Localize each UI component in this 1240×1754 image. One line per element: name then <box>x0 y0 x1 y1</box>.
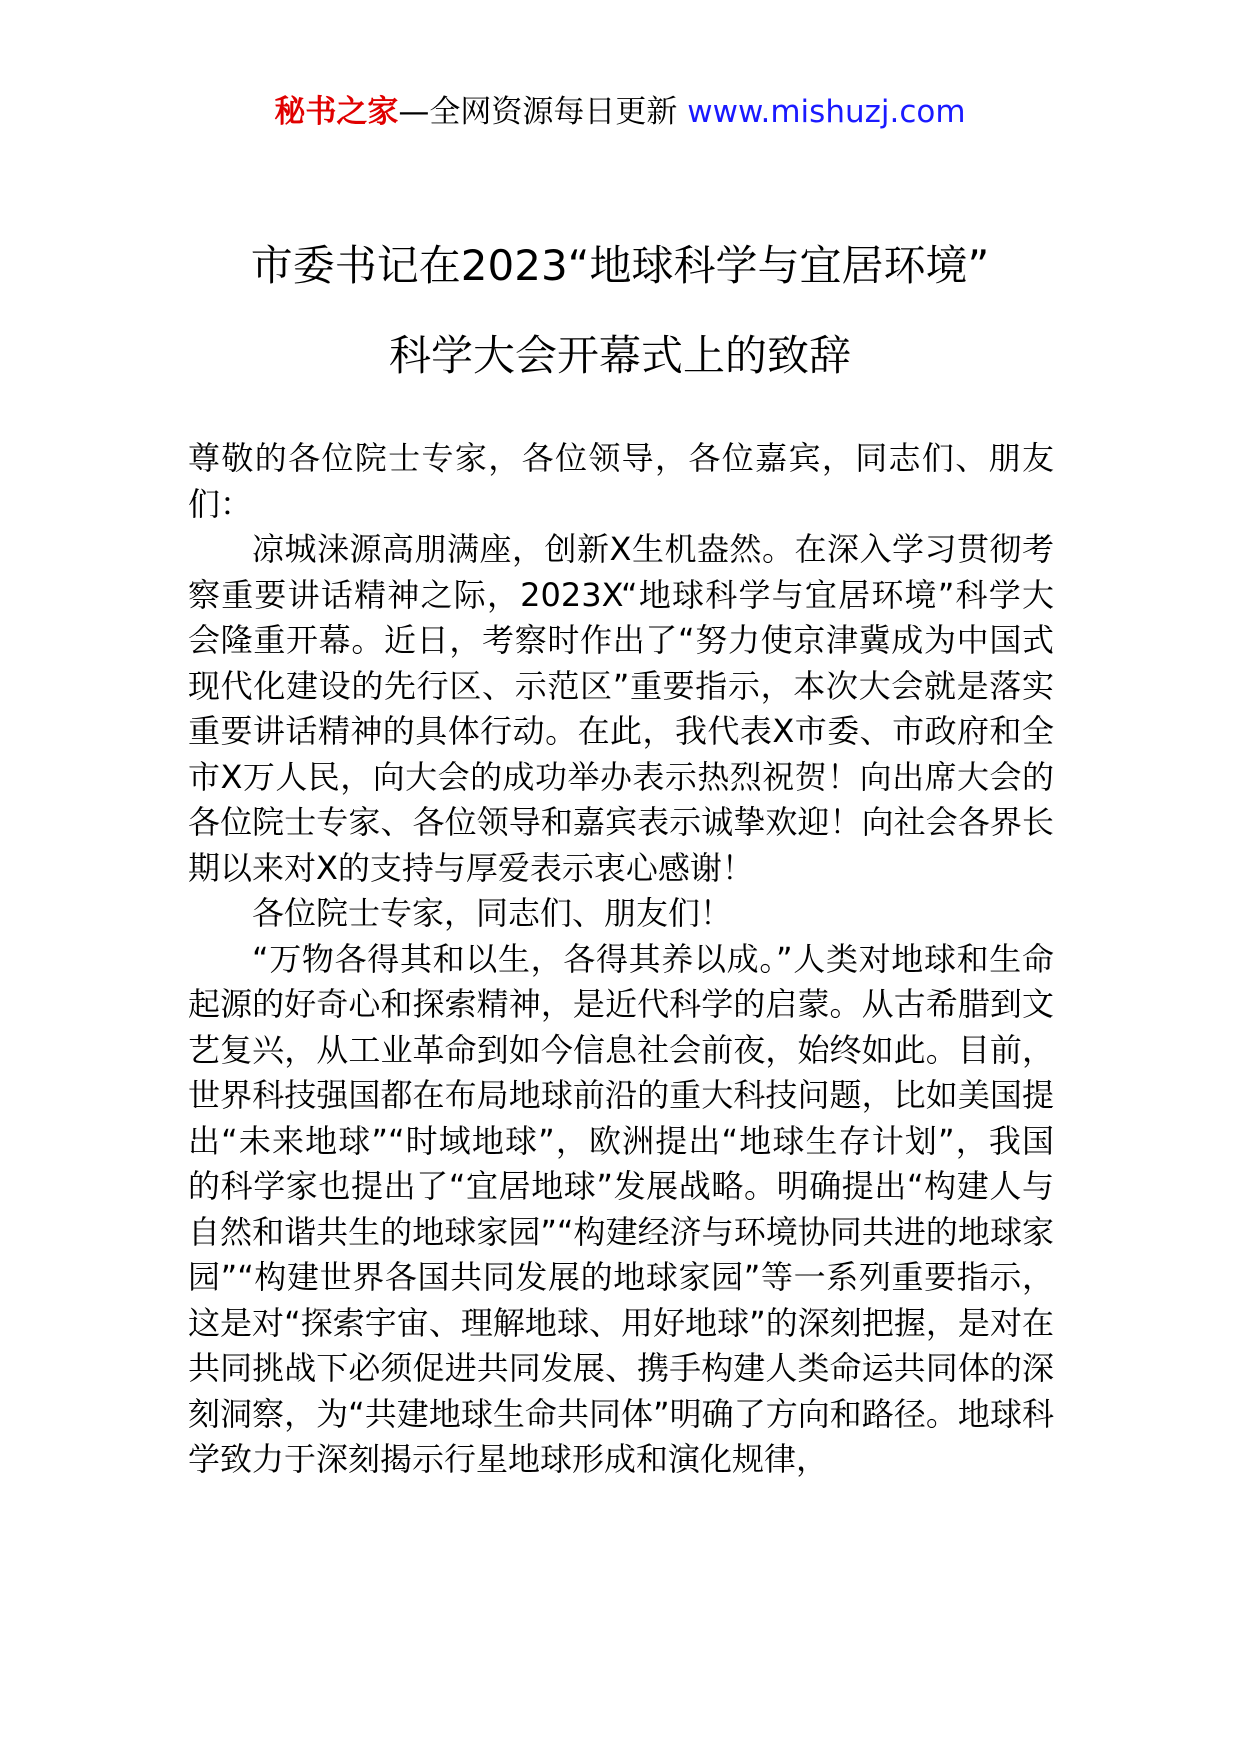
document-title-line-2: 科学大会开幕式上的致辞 <box>388 331 851 380</box>
site-url-link[interactable]: www.mishuzj.com <box>687 94 966 130</box>
salutation-paragraph: 尊敬的各位院士专家，各位领导，各位嘉宾，同志们、朋友们： <box>188 439 1054 523</box>
site-slogan: —全网资源每日更新 <box>398 94 678 130</box>
body-paragraph: 凉城涞源高朋满座，创新X生机盎然。在深入学习贯彻考察重要讲话精神之际，2023X“地球科学与宜居环境”科学大会隆重开幕。近日，考察时作出了“努力使京津冀成为中国式现代化建设的先行区、示范区”重要指示，本次大会就是落实重要讲话精神的具体行动。在此，我代表X市委、市政府和全市X万人民，向大会的成功举办表示热烈祝贺！向出席大会的各位院士专家、各位领导和嘉宾表示诚挚欢迎！向社会各界长期以来对X的支持与厚爱表示衷心感谢！ <box>188 530 1054 887</box>
site-header <box>0 92 1240 132</box>
site-brand: 秘书之家 <box>274 94 399 130</box>
body-paragraph: “万物各得其和以生，各得其养以成。”人类对地球和生命起源的好奇心和探索精神，是近代科学的启蒙。从古希腊到文艺复兴，从工业革命到如今信息社会前夜，始终如此。目前，世界科技强国都在布局地球前沿的重大科技问题，比如美国提出“未来地球”“时域地球”，欧洲提出“地球生存计划”，我国的科学家也提出了“宜居地球”发展战略。明确提出“构建人与自然和谐共生的地球家园”“构建经济与环境协同共进的地球家园”“构建世界各国共同发展的地球家园”等一系列重要指示，这是对“探索宇宙、理解地球、用好地球”的深刻把握，是对在共同挑战下必须促进共同发展、携手构建人类命运共同体的深刻洞察，为“共建地球生命共同体”明确了方向和路径。地球科学致力于深刻揭示行星地球形成和演化规律， <box>188 939 1054 1478</box>
document-body <box>188 436 1054 1483</box>
document-title-line-1: 市委书记在2023“地球科学与宜居环境” <box>250 241 990 290</box>
body-paragraph: 各位院士专家，同志们、朋友们！ <box>252 894 733 932</box>
